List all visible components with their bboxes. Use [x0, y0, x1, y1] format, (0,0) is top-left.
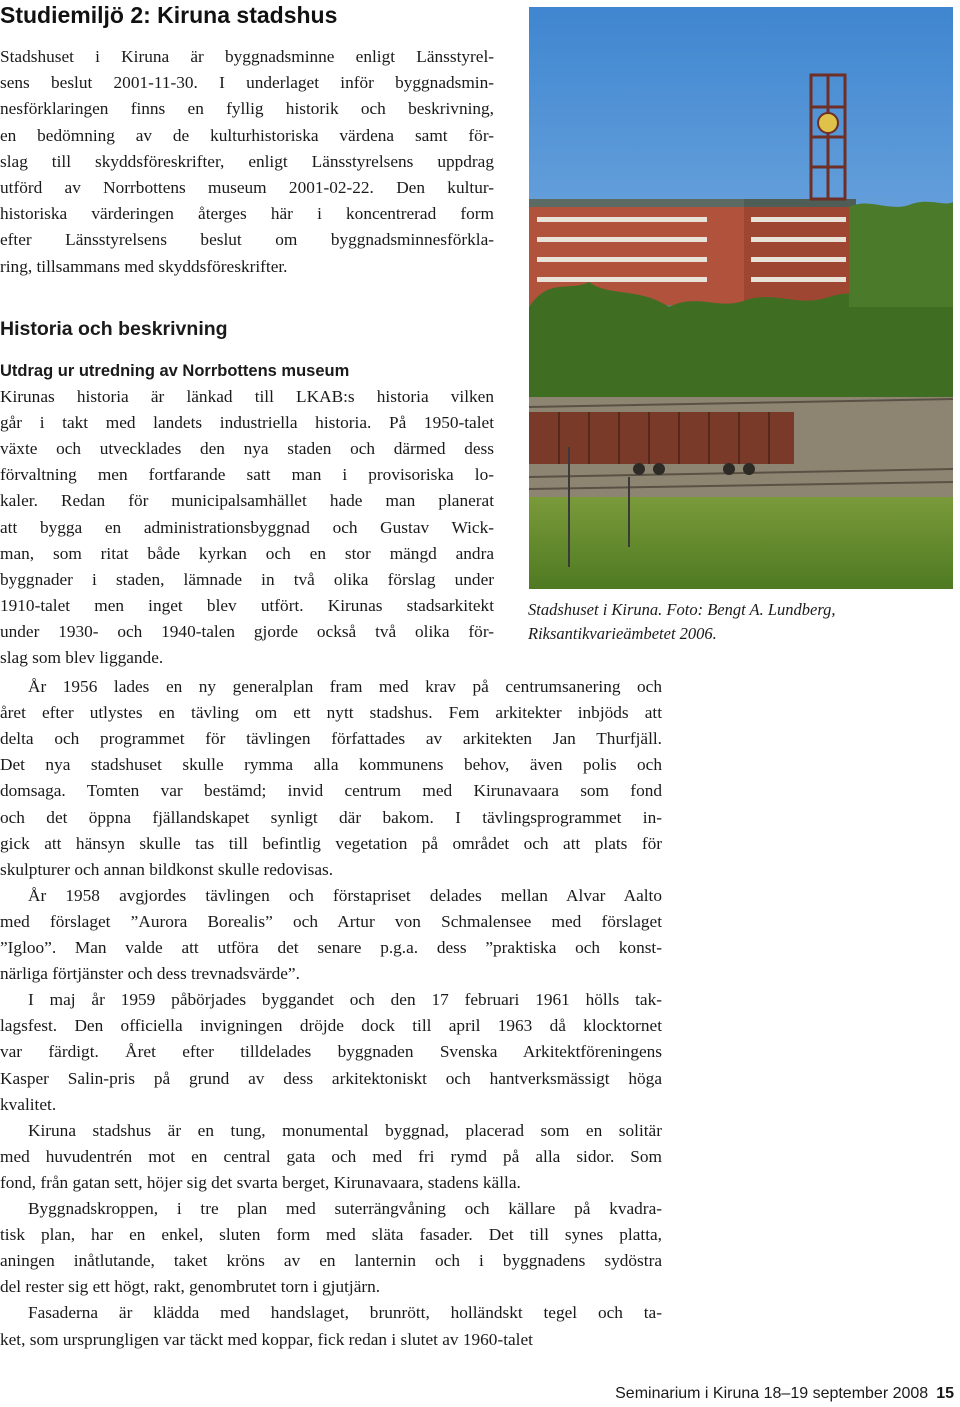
history-line: del rester sig ett högt, rakt, genombrutet torn i gjutjärn. [0, 1277, 381, 1297]
history-line: År 1956 lades en ny generalplan fram med krav på centrumsanering och [28, 677, 662, 696]
intro-line: slag till skyddsföreskrifter, enligt Länsstyrelsens uppdrag [0, 151, 494, 171]
history-line: I maj år 1959 påbörjades byggandet och den 17 februari 1961 hölls tak- [28, 990, 662, 1010]
subheading: Utdrag ur utredning av Norrbottens museum [0, 362, 350, 380]
history-line: går i takt med landets industriella historia. På 1950-talet [0, 413, 494, 433]
caption-line: Stadshuset i Kiruna. Foto: Bengt A. Lundberg, [528, 600, 836, 619]
history-line: med förslaget ”Aurora Borealis” och Artur von Schmalensee med förslaget [0, 911, 662, 931]
history-line: Byggnadskroppen, i tre plan med suterrängvåning och källare på kvadra- [28, 1199, 662, 1218]
history-line: Kirunas historia är länkad till LKAB:s historia vilken [0, 387, 494, 406]
history-line: aningen inåtlutande, taket kröns av en lanternin och i byggnadens sydöstra [0, 1251, 662, 1271]
history-line: skulpturer och annan bildkonst skulle redovisas. [0, 859, 334, 879]
history-line: Kiruna stadshus är en tung, monumental byggnad, placerad som en solitär [28, 1120, 662, 1140]
footer [615, 1385, 954, 1403]
history-line: att bygga en administrationsbyggnad och Gustav Wick- [0, 517, 494, 537]
history-line: var färdigt. Året efter tilldelades byggnaden Svenska Arkitektföreningens [0, 1042, 662, 1062]
history-line: under 1930- och 1940-talen gjorde också två olika för- [0, 621, 494, 641]
history-line: slag som blev liggande. [0, 648, 164, 667]
history-line: året efter utlystes en tävling om ett nytt stadshus. Fem arkitekter inbjöds att [0, 703, 662, 723]
intro-line: sens beslut 2001-11-30. I underlaget inför byggnadsmin- [0, 73, 494, 93]
history-line: man, som ritat både kyrkan och en stor mängd andra [0, 543, 494, 563]
history-line: År 1958 avgjordes tävlingen och förstapriset delades mellan Alvar Aalto [28, 885, 662, 905]
history-line: Fasaderna är klädda med handslaget, brunrött, holländskt tegel och ta- [28, 1303, 662, 1323]
history-line: Det nya stadshuset skulle rymma alla kommunens behov, även polis och [0, 755, 662, 775]
history-line: fond, från gatan sett, höjer sig det svarta berget, Kirunavaara, stadens källa. [0, 1172, 521, 1192]
history-line: lagsfest. Den officiella invigningen dröjde dock till april 1963 då klocktornet [0, 1016, 662, 1036]
section-heading: Historia och beskrivning [0, 318, 228, 340]
history-line: gick att hänsyn skulle tas till befintlig vegetation på området och att plats för [0, 833, 662, 853]
history-line: ket, som ursprungligen var täckt med koppar, fick redan i slutet av 1960-talet [0, 1329, 533, 1349]
footer-text: Seminarium i Kiruna 18–19 september 2008 [615, 1385, 929, 1402]
page-title: Studiemiljö 2: Kiruna stadshus [0, 2, 338, 28]
photo-kiruna-city-hall [529, 7, 953, 589]
caption-line: Riksantikvarieämbetet 2006. [528, 624, 717, 643]
history-line: kaler. Redan för municipalsamhället hade man planerat [0, 491, 494, 511]
intro-line: efter Länsstyrelsens beslut om byggnadsminnesförkla- [0, 230, 494, 250]
history-line: förvaltning men fortfarande satt man i provisoriska lo- [0, 465, 494, 485]
history-line: domsaga. Tomten var bestämd; invid centrum med Kirunavaara som fond [0, 781, 662, 801]
intro-line: utförd av Norrbottens museum 2001-02-22. Den kultur- [0, 178, 494, 197]
history-line: växte och utvecklades den nya staden och därmed dess [0, 439, 494, 459]
history-line: och det öppna fjällandskapet synligt där bakom. I tävlingsprogrammet in- [0, 807, 662, 827]
intro-line: nesförklaringen finns en fyllig historik och beskrivning, [0, 99, 494, 119]
history-line: kvalitet. [0, 1094, 57, 1114]
history-line: med huvudentrén mot en central gata och med fri rymd på alla sidor. Som [0, 1146, 662, 1166]
history-line: delta och programmet för tävlingen författades av arkitekten Jan Thurfjäll. [0, 729, 662, 749]
history-line: 1910-talet men inget blev utfört. Kirunas stadsarkitekt [0, 595, 494, 615]
history-line: tisk plan, har en enkel, sluten form med släta fasader. Det till synes platta, [0, 1225, 662, 1245]
intro-line: en bedömning av de kulturhistoriska värdena samt för- [0, 125, 494, 145]
history-line: byggnader i staden, lämnade in två olika förslag under [0, 569, 494, 589]
history-line: ”Igloo”. Man valde att utföra det senare p.g.a. dess ”praktiska och konst- [0, 938, 662, 957]
history-line: Kasper Salin-pris på grund av dess arkitektoniskt och hantverksmässigt höga [0, 1068, 662, 1088]
intro-line: ring, tillsammans med skyddsföreskrifter. [0, 256, 288, 276]
page-number: 15 [936, 1385, 954, 1402]
history-line: närliga förtjänster och dess trevnadsvärde”. [0, 964, 300, 984]
intro-line: historiska värderingen återges här i koncentrerad form [0, 204, 494, 224]
intro-line: Stadshuset i Kiruna är byggnadsminne enligt Länsstyrel- [0, 47, 494, 66]
